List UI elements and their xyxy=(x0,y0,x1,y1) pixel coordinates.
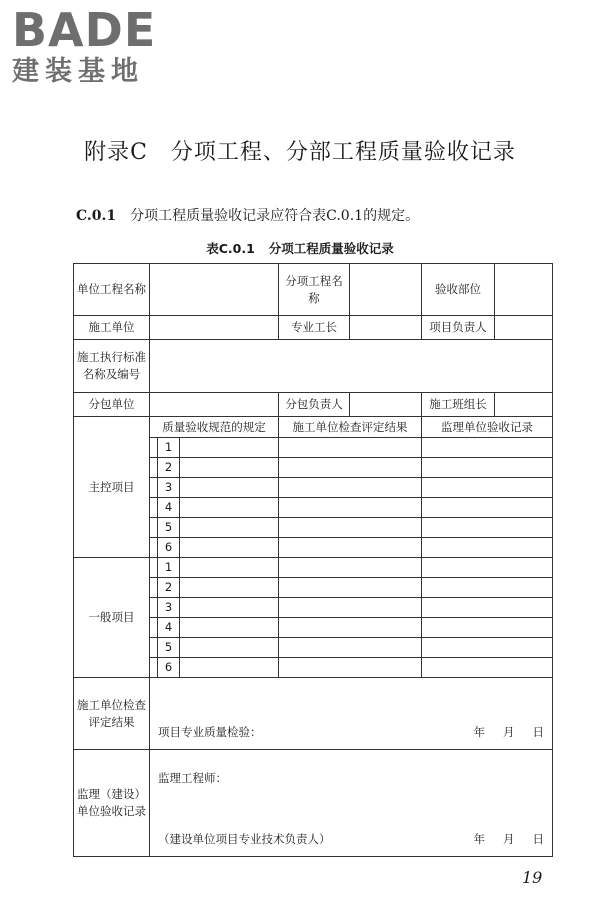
unit-project-label: 单位工程名称 xyxy=(74,264,150,316)
logo-subtitle: 建装基地 xyxy=(12,56,144,87)
sub-item-project-value xyxy=(350,264,422,316)
logo-wordmark: BADE xyxy=(12,3,157,57)
project-manager-value xyxy=(495,316,553,340)
subcontract-manager-label: 分包负责人 xyxy=(279,393,350,417)
subcontractor-label: 分包单位 xyxy=(74,393,150,417)
main-items-label: 主控项目 xyxy=(74,417,150,558)
date-year: 年 xyxy=(473,832,486,846)
date-month: 月 xyxy=(503,832,515,846)
spec-column-header: 质量验收规范的规定 xyxy=(150,417,279,438)
project-info-row xyxy=(74,264,553,316)
standard-row xyxy=(74,340,553,393)
specialist-foreman-value xyxy=(350,316,422,340)
construction-result-label: 施工单位检查评定结果 xyxy=(74,678,150,750)
date-field xyxy=(474,831,545,848)
construction-unit-label: 施工单位 xyxy=(74,316,150,340)
date-day: 日 xyxy=(532,725,545,739)
standard-name-value xyxy=(150,340,553,393)
row-number: 4 xyxy=(158,498,180,518)
table-number: 表C.0.1 xyxy=(206,241,255,256)
acceptance-part-label: 验收部位 xyxy=(422,264,495,316)
page-title: 附录C 分项工程、分部工程质量验收记录 xyxy=(84,140,516,165)
standard-name-label: 施工执行标准名称及编号 xyxy=(74,340,150,393)
team-leader-value xyxy=(495,393,553,417)
table-row xyxy=(74,558,553,578)
table-title xyxy=(0,239,600,257)
supervision-column-header: 监理单位验收记录 xyxy=(422,417,553,438)
date-month: 月 xyxy=(503,725,515,739)
column-header-row xyxy=(74,417,553,438)
supervision-conclusion-label: 监理（建设）单位验收记录 xyxy=(74,750,150,857)
supervision-cell xyxy=(150,750,553,857)
specialist-foreman-label: 专业工长 xyxy=(279,316,350,340)
project-manager-label: 项目负责人 xyxy=(422,316,495,340)
row-number: 2 xyxy=(158,578,180,598)
supervision-row xyxy=(74,750,553,857)
clause xyxy=(76,205,419,225)
subcontractor-row xyxy=(74,393,553,417)
row-number: 5 xyxy=(158,638,180,658)
subcontractor-value xyxy=(150,393,279,417)
row-number: 2 xyxy=(158,458,180,478)
construction-unit-value xyxy=(150,316,279,340)
general-items-label: 一般项目 xyxy=(74,558,150,678)
acceptance-record-table xyxy=(73,263,553,857)
team-leader-label: 施工班组长 xyxy=(422,393,495,417)
supervising-engineer-label: 监理工程师： xyxy=(158,771,227,785)
acceptance-part-value xyxy=(495,264,553,316)
bade-logo xyxy=(12,3,157,88)
clause-number: C.0.1 xyxy=(76,208,117,224)
construction-unit-row xyxy=(74,316,553,340)
row-number: 3 xyxy=(158,598,180,618)
row-number: 6 xyxy=(158,538,180,558)
row-number: 1 xyxy=(158,438,180,458)
row-number: 3 xyxy=(158,478,180,498)
construction-column-header: 施工单位检查评定结果 xyxy=(279,417,422,438)
row-number: 4 xyxy=(158,618,180,638)
date-year: 年 xyxy=(473,725,486,739)
row-number: 1 xyxy=(158,558,180,578)
owner-note: （建设单位项目专业技术负责人） xyxy=(158,832,331,846)
date-field xyxy=(474,724,545,741)
construction-result-row xyxy=(74,678,553,750)
table-caption: 分项工程质量验收记录 xyxy=(268,241,394,256)
clause-text: 分项工程质量验收记录应符合表C.0.1的规定。 xyxy=(130,208,420,224)
unit-project-value xyxy=(150,264,279,316)
subcontract-manager-value xyxy=(350,393,422,417)
construction-result-cell xyxy=(150,678,553,750)
date-day: 日 xyxy=(532,832,545,846)
page-number: 19 xyxy=(522,868,543,887)
sub-item-project-label: 分项工程名称 xyxy=(279,264,350,316)
row-number: 5 xyxy=(158,518,180,538)
quality-inspector-label: 项目专业质量检验： xyxy=(158,725,262,739)
row-number: 6 xyxy=(158,658,180,678)
